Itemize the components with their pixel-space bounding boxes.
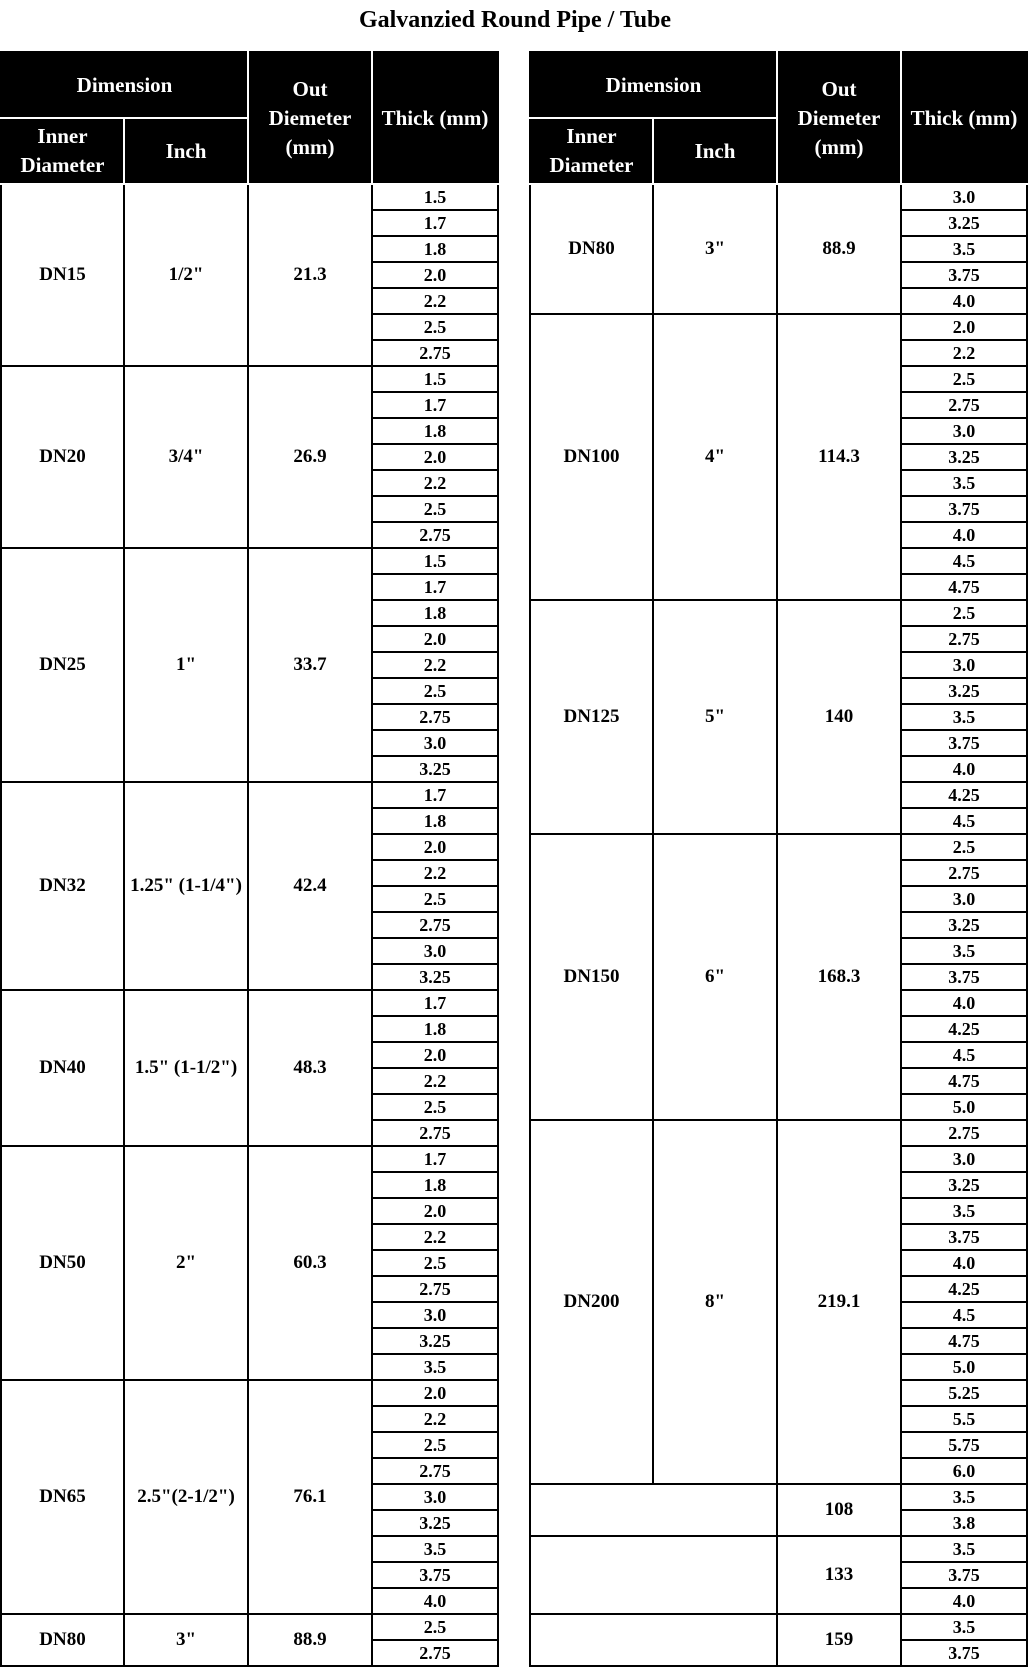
table-row [1, 782, 498, 808]
thick-cell: 3.0 [372, 1302, 498, 1328]
table-row [530, 1120, 1027, 1146]
thick-cell: 5.0 [901, 1354, 1027, 1380]
thick-cell: 3.25 [372, 756, 498, 782]
table-row [530, 834, 1027, 860]
out-diameter-cell: 33.7 [248, 548, 372, 782]
thick-cell: 4.0 [901, 1250, 1027, 1276]
inch-cell: 4" [653, 314, 777, 600]
thick-cell: 3.5 [901, 1536, 1027, 1562]
thick-cell: 3.75 [901, 1640, 1027, 1666]
thick-cell: 3.75 [901, 964, 1027, 990]
thick-cell: 2.5 [372, 314, 498, 340]
inch-cell: 1/2" [124, 184, 248, 366]
thick-cell: 3.25 [901, 210, 1027, 236]
thick-cell: 4.0 [901, 1588, 1027, 1614]
thick-cell: 2.0 [372, 262, 498, 288]
thick-cell: 3.0 [901, 652, 1027, 678]
thick-cell: 2.2 [901, 340, 1027, 366]
thick-cell: 1.8 [372, 600, 498, 626]
out-diameter-cell: 108 [777, 1484, 901, 1536]
thick-cell: 1.7 [372, 210, 498, 236]
thick-cell: 2.75 [372, 704, 498, 730]
thick-cell: 3.5 [372, 1354, 498, 1380]
thick-cell: 3.25 [372, 964, 498, 990]
thick-cell: 2.5 [901, 600, 1027, 626]
thick-cell: 3.25 [372, 1510, 498, 1536]
inch-cell: 3" [124, 1614, 248, 1666]
thick-cell: 2.75 [901, 392, 1027, 418]
thick-cell: 5.0 [901, 1094, 1027, 1120]
thick-cell: 3.0 [372, 1484, 498, 1510]
thick-cell: 3.5 [372, 1536, 498, 1562]
thick-cell: 2.75 [372, 1458, 498, 1484]
inch-cell: 1.25" (1-1/4") [124, 782, 248, 990]
thick-cell: 4.75 [901, 574, 1027, 600]
thick-cell: 4.25 [901, 1016, 1027, 1042]
inch-cell: 6" [653, 834, 777, 1120]
thick-cell: 3.25 [372, 1328, 498, 1354]
thick-cell: 3.75 [901, 730, 1027, 756]
thick-cell: 3.25 [901, 444, 1027, 470]
out-diameter-cell: 140 [777, 600, 901, 834]
inch-cell: 5" [653, 600, 777, 834]
inner-diameter-cell: DN125 [530, 600, 653, 834]
table-row [530, 314, 1027, 340]
header-out-diameter: Out Diemeter (mm) [248, 52, 372, 184]
thick-cell: 2.75 [901, 1120, 1027, 1146]
thick-cell: 3.75 [901, 1224, 1027, 1250]
thick-cell: 1.8 [372, 1016, 498, 1042]
thick-cell: 2.75 [372, 1640, 498, 1666]
thick-cell: 3.5 [901, 470, 1027, 496]
out-diameter-cell: 159 [777, 1614, 901, 1666]
table-row [1, 184, 498, 210]
inner-diameter-cell: DN65 [1, 1380, 124, 1614]
thick-cell: 4.5 [901, 808, 1027, 834]
inch-cell: 8" [653, 1120, 777, 1484]
thick-cell: 3.5 [901, 1614, 1027, 1640]
thick-cell: 2.5 [372, 886, 498, 912]
out-diameter-cell: 42.4 [248, 782, 372, 990]
thick-cell: 2.0 [372, 834, 498, 860]
thick-cell: 2.0 [901, 314, 1027, 340]
thick-cell: 3.0 [901, 1146, 1027, 1172]
out-diameter-cell: 60.3 [248, 1146, 372, 1380]
thick-cell: 2.75 [901, 626, 1027, 652]
thick-cell: 5.25 [901, 1380, 1027, 1406]
table-row [1, 1614, 498, 1640]
header-out-diameter: Out Diemeter (mm) [777, 52, 901, 184]
header-thick: Thick (mm) [372, 52, 498, 184]
thick-cell: 2.5 [372, 1432, 498, 1458]
thick-cell: 4.75 [901, 1328, 1027, 1354]
inner-diameter-cell: DN50 [1, 1146, 124, 1380]
inch-cell: 3" [653, 184, 777, 314]
thick-cell: 3.8 [901, 1510, 1027, 1536]
thick-cell: 1.8 [372, 418, 498, 444]
thick-cell: 2.5 [901, 834, 1027, 860]
spec-table-left [0, 51, 499, 1667]
header-thick: Thick (mm) [901, 52, 1027, 184]
thick-cell: 3.75 [901, 1562, 1027, 1588]
thick-cell: 5.75 [901, 1432, 1027, 1458]
thick-cell: 5.5 [901, 1406, 1027, 1432]
table-row [1, 548, 498, 574]
inner-diameter-cell: DN150 [530, 834, 653, 1120]
dimension-cell [530, 1536, 777, 1614]
spec-table-right [529, 51, 1028, 1667]
thick-cell: 2.2 [372, 1068, 498, 1094]
thick-cell: 3.75 [901, 262, 1027, 288]
inch-cell: 3/4" [124, 366, 248, 548]
table-row [530, 1484, 1027, 1510]
inner-diameter-cell: DN32 [1, 782, 124, 990]
thick-cell: 3.5 [901, 1198, 1027, 1224]
thick-cell: 2.0 [372, 1042, 498, 1068]
thick-cell: 1.5 [372, 184, 498, 210]
table-row [530, 184, 1027, 210]
inner-diameter-cell: DN100 [530, 314, 653, 600]
thick-cell: 2.0 [372, 1380, 498, 1406]
out-diameter-cell: 26.9 [248, 366, 372, 548]
thick-cell: 2.5 [372, 678, 498, 704]
thick-cell: 2.2 [372, 1224, 498, 1250]
thick-cell: 4.0 [901, 522, 1027, 548]
thick-cell: 2.5 [372, 1614, 498, 1640]
table-row [530, 1614, 1027, 1640]
thick-cell: 3.5 [901, 236, 1027, 262]
inch-cell: 2" [124, 1146, 248, 1380]
out-diameter-cell: 21.3 [248, 184, 372, 366]
thick-cell: 2.2 [372, 288, 498, 314]
thick-cell: 3.75 [372, 1562, 498, 1588]
out-diameter-cell: 76.1 [248, 1380, 372, 1614]
thick-cell: 1.7 [372, 990, 498, 1016]
thick-cell: 3.25 [901, 1172, 1027, 1198]
out-diameter-cell: 114.3 [777, 314, 901, 600]
out-diameter-cell: 133 [777, 1536, 901, 1614]
thick-cell: 4.5 [901, 548, 1027, 574]
thick-cell: 6.0 [901, 1458, 1027, 1484]
out-diameter-cell: 168.3 [777, 834, 901, 1120]
table-row [530, 600, 1027, 626]
thick-cell: 2.5 [372, 1094, 498, 1120]
thick-cell: 3.0 [901, 886, 1027, 912]
thick-cell: 1.8 [372, 808, 498, 834]
thick-cell: 2.75 [372, 912, 498, 938]
thick-cell: 2.75 [372, 1120, 498, 1146]
inner-diameter-cell: DN80 [1, 1614, 124, 1666]
thick-cell: 3.0 [901, 418, 1027, 444]
table-row [1, 1380, 498, 1406]
thick-cell: 2.2 [372, 652, 498, 678]
thick-cell: 4.25 [901, 782, 1027, 808]
thick-cell: 3.25 [901, 912, 1027, 938]
thick-cell: 4.5 [901, 1302, 1027, 1328]
thick-cell: 2.5 [372, 496, 498, 522]
inner-diameter-cell: DN80 [530, 184, 653, 314]
thick-cell: 1.7 [372, 392, 498, 418]
thick-cell: 2.2 [372, 1406, 498, 1432]
thick-cell: 2.2 [372, 470, 498, 496]
out-diameter-cell: 88.9 [248, 1614, 372, 1666]
page-title: Galvanzied Round Pipe / Tube [358, 7, 672, 33]
thick-cell: 1.7 [372, 574, 498, 600]
table-row [1, 1146, 498, 1172]
inch-cell: 2.5"(2-1/2") [124, 1380, 248, 1614]
thick-cell: 3.5 [901, 938, 1027, 964]
thick-cell: 2.75 [372, 522, 498, 548]
out-diameter-cell: 48.3 [248, 990, 372, 1146]
thick-cell: 3.0 [372, 730, 498, 756]
table-row [530, 1536, 1027, 1562]
thick-cell: 2.2 [372, 860, 498, 886]
thick-cell: 4.0 [901, 288, 1027, 314]
thick-cell: 4.0 [372, 1588, 498, 1614]
thick-cell: 3.75 [901, 496, 1027, 522]
thick-cell: 3.5 [901, 704, 1027, 730]
out-diameter-cell: 88.9 [777, 184, 901, 314]
table-row [1, 990, 498, 1016]
thick-cell: 2.5 [372, 1250, 498, 1276]
thick-cell: 1.7 [372, 1146, 498, 1172]
header-dimension: Dimension [530, 52, 777, 118]
inch-cell: 1.5" (1-1/2") [124, 990, 248, 1146]
inner-diameter-cell: DN20 [1, 366, 124, 548]
table-row [1, 366, 498, 392]
header-inch: Inch [124, 118, 248, 184]
thick-cell: 1.7 [372, 782, 498, 808]
thick-cell: 3.0 [372, 938, 498, 964]
thick-cell: 2.75 [901, 860, 1027, 886]
thick-cell: 2.0 [372, 626, 498, 652]
inner-diameter-cell: DN40 [1, 990, 124, 1146]
inner-diameter-cell: DN200 [530, 1120, 653, 1484]
header-inch: Inch [653, 118, 777, 184]
thick-cell: 2.5 [901, 366, 1027, 392]
thick-cell: 4.0 [901, 990, 1027, 1016]
thick-cell: 2.0 [372, 1198, 498, 1224]
header-inner-diameter: Inner Diameter [530, 118, 653, 184]
thick-cell: 1.5 [372, 548, 498, 574]
dimension-cell [530, 1614, 777, 1666]
thick-cell: 4.75 [901, 1068, 1027, 1094]
thick-cell: 1.5 [372, 366, 498, 392]
inner-diameter-cell: DN15 [1, 184, 124, 366]
thick-cell: 2.0 [372, 444, 498, 470]
thick-cell: 2.75 [372, 1276, 498, 1302]
thick-cell: 4.0 [901, 756, 1027, 782]
thick-cell: 4.5 [901, 1042, 1027, 1068]
inner-diameter-cell: DN25 [1, 548, 124, 782]
inch-cell: 1" [124, 548, 248, 782]
thick-cell: 3.25 [901, 678, 1027, 704]
table-body-right [530, 184, 1027, 1666]
thick-cell: 1.8 [372, 236, 498, 262]
thick-cell: 3.0 [901, 184, 1027, 210]
thick-cell: 1.8 [372, 1172, 498, 1198]
table-body-left [1, 184, 498, 1666]
out-diameter-cell: 219.1 [777, 1120, 901, 1484]
thick-cell: 2.75 [372, 340, 498, 366]
header-dimension: Dimension [1, 52, 248, 118]
thick-cell: 4.25 [901, 1276, 1027, 1302]
header-inner-diameter: Inner Diameter [1, 118, 124, 184]
thick-cell: 3.5 [901, 1484, 1027, 1510]
dimension-cell [530, 1484, 777, 1536]
